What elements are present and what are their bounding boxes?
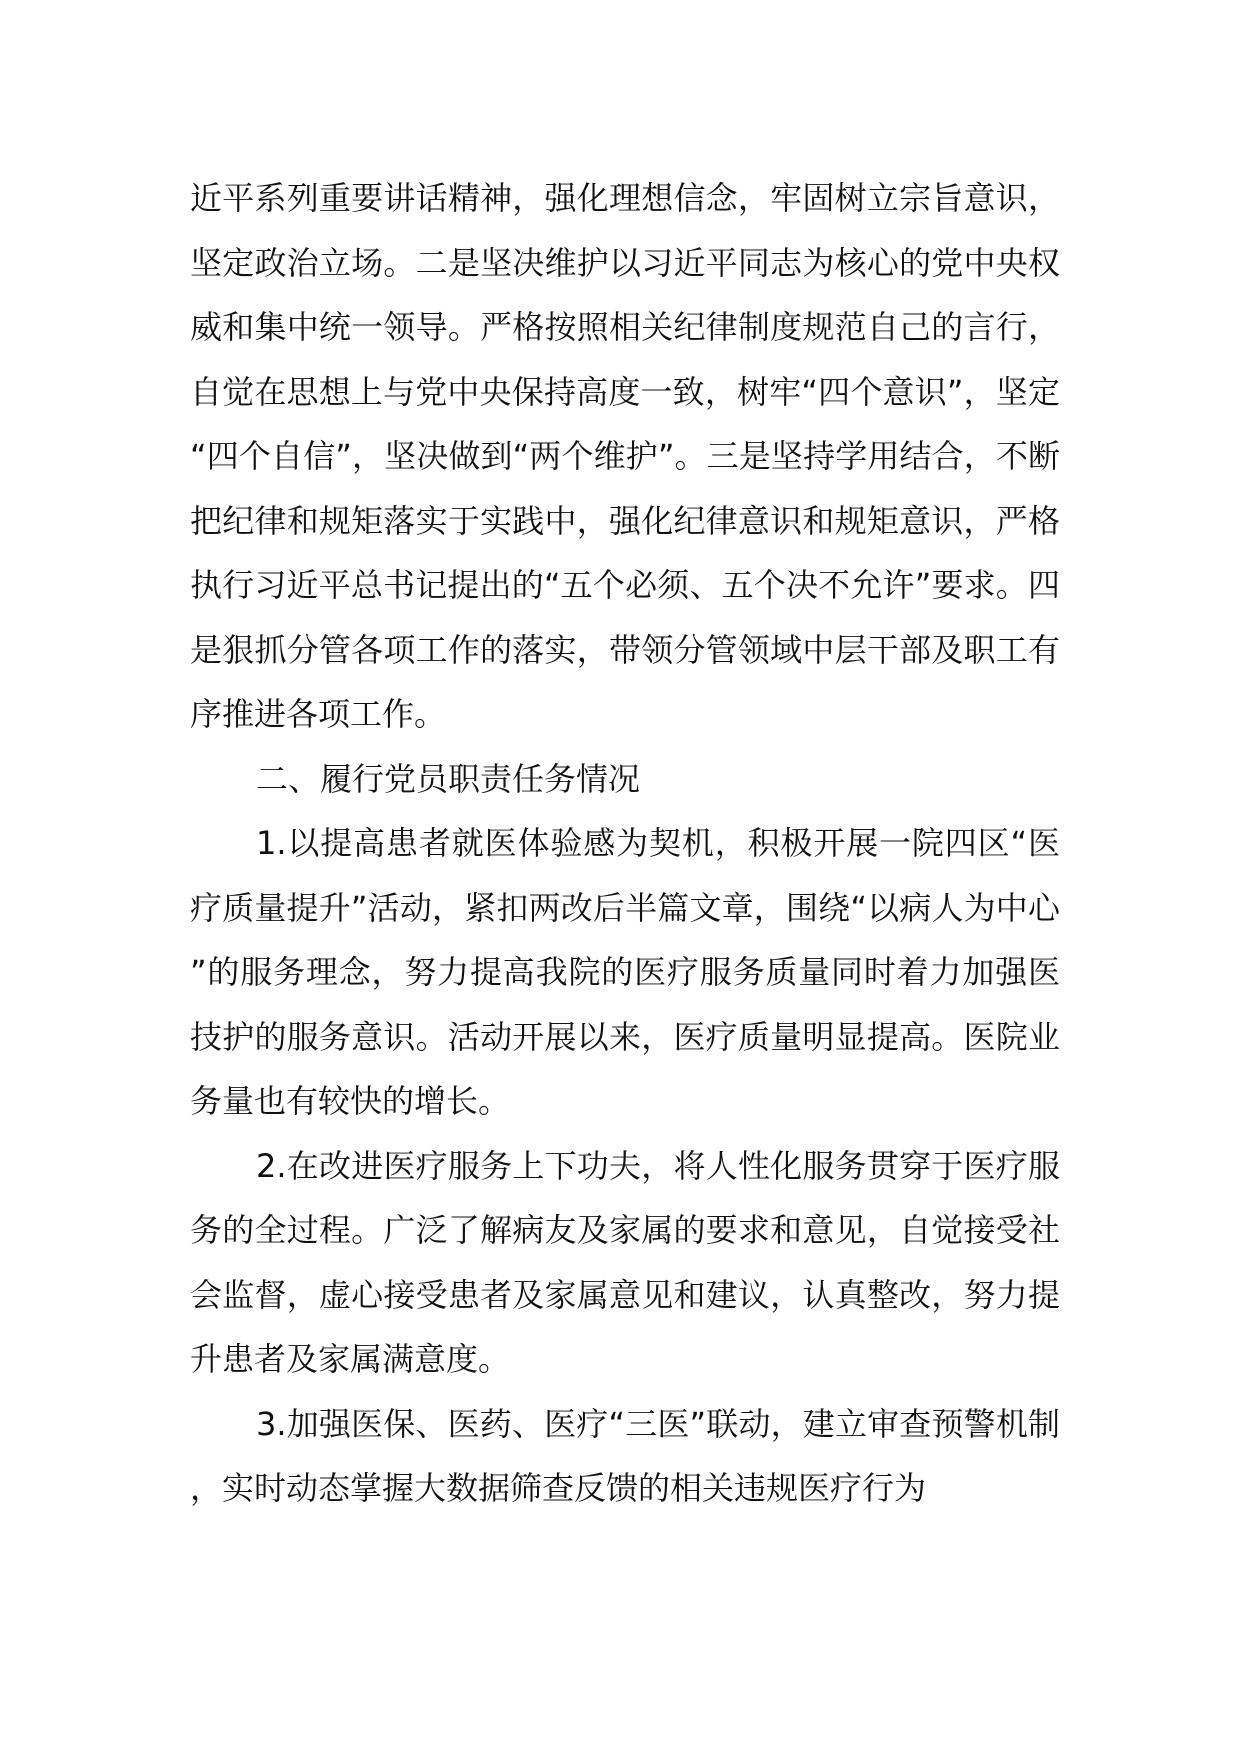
section-heading: 二、履行党员职责任务情况: [256, 759, 641, 798]
paragraph-item-1: 1.以提高患者就医体验感为契机，积极开展一院四区“医疗质量提升”活动，紧扣两改后半篇文章，围绕“以病人为中心”的服务理念，努力提高我院的医疗服务质量同时着力加强医技护的服务意识。活动开展以来，医疗质量明显提高。医院业务量也有较快的增长。: [190, 824, 1060, 1120]
paragraph-item-3: 3.加强医保、医药、医疗“三医”联动，建立审查预警机制，实时动态掌握大数据筛查反馈的相关违规医疗行为: [190, 1404, 1060, 1507]
body-text: [190, 166, 1060, 1521]
paragraph-item-2: 2.在改进医疗服务上下功夫，将人性化服务贯穿于医疗服务的全过程。广泛了解病友及家属的要求和意见，自觉接受社会监督，虚心接受患者及家属意见和建议，认真整改，努力提升患者及家属满意度。: [190, 1146, 1060, 1378]
paragraph-continuation: 近平系列重要讲话精神，强化理想信念，牢固树立宗旨意识，坚定政治立场。二是坚决维护以习近平同志为核心的党中央权威和集中统一领导。严格按照相关纪律制度规范自己的言行，自觉在思想上与党中央保持高度一致，树牢“四个意识”，坚定“四个自信”，坚决做到“两个维护”。三是坚持学用结合，不断把纪律和规矩落实于实践中，强化纪律意识和规矩意识，严格执行习近平总书记提出的“五个必须、五个决不允许”要求。四是狠抓分管各项工作的落实，带领分管领域中层干部及职工有序推进各项工作。: [190, 179, 1060, 733]
